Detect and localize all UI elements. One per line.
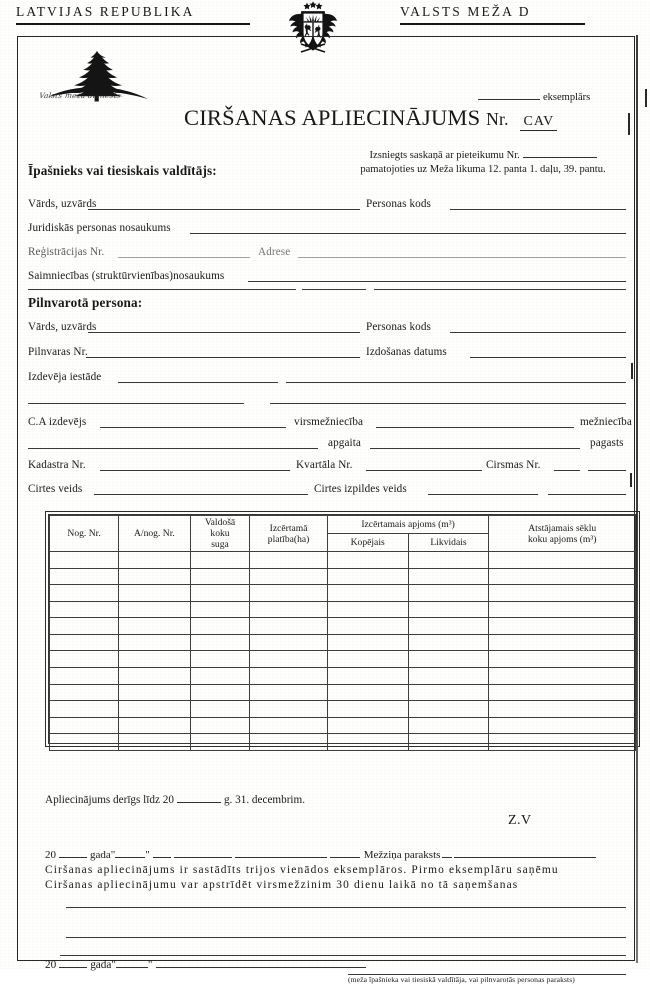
- table-cell-seklu[interactable]: [489, 552, 636, 569]
- sig-month-blank-1[interactable]: [153, 849, 171, 858]
- table-cell-kopejais[interactable]: [327, 634, 408, 651]
- col-dominant-species-l1: Valdošā: [204, 517, 236, 528]
- issuing-authority-input-1[interactable]: [118, 382, 278, 383]
- parish-label: pagasts: [590, 437, 624, 449]
- table-cell-nog[interactable]: [50, 552, 119, 569]
- table-cell-likvidais[interactable]: [408, 568, 489, 585]
- masthead-right-title: [400, 4, 531, 20]
- sig-misc-blank-2[interactable]: [330, 849, 360, 858]
- col-cutting-area-l2: platība(ha): [267, 533, 310, 545]
- sig-dash: [442, 849, 452, 858]
- col-seed-trees-l2: koku apjoms (m³): [528, 533, 597, 545]
- table-cell-nog[interactable]: [50, 701, 119, 718]
- copy-number-label: eksemplārs: [543, 92, 591, 103]
- table-cell-kopejais[interactable]: [327, 701, 408, 718]
- table-cell-likvidais[interactable]: [408, 668, 489, 685]
- table-cell-seklu[interactable]: [489, 668, 636, 685]
- forest-service-logo: [40, 49, 160, 111]
- forester-signature-blank[interactable]: [454, 849, 596, 858]
- table-row[interactable]: [50, 684, 636, 701]
- table-cell-kopejais[interactable]: [327, 585, 408, 602]
- felling-type-label: Cirtes veids: [28, 483, 83, 495]
- table-cell-seklu[interactable]: [489, 734, 636, 751]
- cadastral-nr-input[interactable]: [100, 470, 290, 471]
- issuer-label: C.A izdevējs: [28, 416, 87, 428]
- authorized-name-label: Vārds, uzvārds: [28, 321, 97, 333]
- declaration-block: [45, 863, 645, 892]
- table-cell-seklu[interactable]: [489, 634, 636, 651]
- issuer-input[interactable]: [100, 427, 286, 428]
- felling-execution-type-input-2[interactable]: [548, 494, 626, 495]
- table-cell-kopejais[interactable]: [327, 618, 408, 635]
- owner-section-heading: Īpašnieks vai tiesiskais valdītājs:: [28, 163, 217, 178]
- issuance-note: [318, 149, 648, 177]
- registration-nr-label: Reģistrācijas Nr.: [28, 246, 105, 258]
- table-cell-seklu[interactable]: [489, 585, 636, 602]
- table-cell-likvidais[interactable]: [408, 634, 489, 651]
- seal-mark: Z.V: [508, 813, 532, 828]
- copy-number-field[interactable]: [478, 91, 590, 103]
- table-row[interactable]: [50, 734, 636, 751]
- table-cell-anog[interactable]: [119, 601, 190, 618]
- masthead-right-rule: [400, 23, 585, 25]
- table-row[interactable]: [50, 634, 636, 651]
- table-cell-suga[interactable]: [190, 552, 250, 569]
- signature-caption: (meža īpašnieka vai tiesiskā valdītāja, vai pilnvarotās personas paraksts): [348, 975, 575, 984]
- table-row[interactable]: [50, 601, 636, 618]
- masthead-left-text: LATVIJAS REPUBLIKA: [16, 4, 195, 19]
- legal-entity-name-label: Juridiskās personas nosaukums: [28, 222, 171, 234]
- table-cell-kopejais[interactable]: [327, 668, 408, 685]
- table-cell-anog[interactable]: [119, 634, 190, 651]
- table-cell-suga[interactable]: [190, 634, 250, 651]
- col-seed-trees-l1: Atstājamais sēklu: [528, 522, 597, 534]
- table-cell-seklu[interactable]: [489, 701, 636, 718]
- table-cell-platiba[interactable]: [250, 552, 327, 569]
- owner-extra-line-mid[interactable]: [302, 289, 366, 290]
- table-cell-likvidais[interactable]: [408, 601, 489, 618]
- felling-table-inner-border: [48, 514, 637, 744]
- table-row[interactable]: [50, 668, 636, 685]
- table-cell-suga[interactable]: [190, 717, 250, 734]
- bottom-gada: gada: [90, 959, 112, 971]
- table-cell-platiba[interactable]: [250, 734, 327, 751]
- table-cell-platiba[interactable]: [250, 684, 327, 701]
- masthead-right-text: VALSTS MEŽA D: [400, 4, 531, 19]
- bottom-quote-open: ": [111, 959, 116, 971]
- table-cell-nog[interactable]: [50, 618, 119, 635]
- owner-extra-line-left[interactable]: [28, 289, 296, 290]
- bottom-signature-blank[interactable]: [156, 959, 366, 968]
- table-cell-platiba[interactable]: [250, 717, 327, 734]
- sig-quote-open: ": [110, 849, 116, 861]
- power-of-attorney-nr-input[interactable]: [86, 357, 360, 358]
- bottom-year-blank[interactable]: [59, 959, 87, 968]
- table-cell-nog[interactable]: [50, 585, 119, 602]
- felling-type-input[interactable]: [94, 494, 308, 495]
- table-cell-platiba[interactable]: [250, 668, 327, 685]
- table-cell-nog[interactable]: [50, 568, 119, 585]
- logo-caption: Valsts meža dienests: [38, 91, 122, 100]
- table-cell-nog[interactable]: [50, 651, 119, 668]
- cadastral-nr-label: Kadastra Nr.: [28, 459, 86, 471]
- beat-label: apgaita: [328, 437, 362, 449]
- issuing-authority-input-3[interactable]: [28, 403, 244, 404]
- table-cell-likvidais[interactable]: [408, 585, 489, 602]
- bottom-day-blank[interactable]: [116, 959, 148, 968]
- felling-execution-type-label: Cirtes izpildes veids: [314, 483, 407, 495]
- table-cell-seklu[interactable]: [489, 651, 636, 668]
- table-cell-kopejais[interactable]: [327, 734, 408, 751]
- recipient-line-1[interactable]: [66, 907, 626, 908]
- owner-name-input[interactable]: [88, 209, 360, 210]
- issuance-tick-top: [628, 113, 630, 135]
- page-title-nr-label: Nr.: [486, 109, 509, 129]
- table-cell-suga[interactable]: [190, 618, 250, 635]
- table-cell-kopejais[interactable]: [327, 601, 408, 618]
- table-cell-nog[interactable]: [50, 684, 119, 701]
- sig-month-blank-2[interactable]: [174, 849, 232, 858]
- table-cell-likvidais[interactable]: [408, 684, 489, 701]
- quarter-nr-label: Kvartāla Nr.: [296, 459, 353, 471]
- validity-statement: [45, 794, 305, 806]
- table-cell-kopejais[interactable]: [327, 717, 408, 734]
- table-cell-likvidais[interactable]: [408, 734, 489, 751]
- table-cell-kopejais[interactable]: [327, 684, 408, 701]
- table-cell-seklu[interactable]: [489, 601, 636, 618]
- col-dominant-species-l2: koku: [210, 528, 230, 539]
- col-cutting-area-l1: Izcērtamā: [269, 522, 308, 534]
- legal-entity-name-input[interactable]: [190, 233, 626, 234]
- table-cell-seklu[interactable]: [489, 717, 636, 734]
- table-cell-likvidais[interactable]: [408, 552, 489, 569]
- owner-name-label: Vārds, uzvārds: [28, 198, 97, 210]
- felling-execution-type-input-1[interactable]: [428, 494, 538, 495]
- authorized-personal-code-input[interactable]: [450, 332, 626, 333]
- beat-input-left[interactable]: [28, 448, 318, 449]
- table-cell-suga[interactable]: [190, 701, 250, 718]
- felling-table-head: [50, 516, 636, 552]
- issuance-line-1-text: Izsniegts saskaņā ar pieteikumu Nr.: [369, 150, 520, 161]
- application-nr-blank[interactable]: [523, 149, 597, 158]
- table-row[interactable]: [50, 568, 636, 585]
- certificate-code: CAV: [520, 114, 557, 131]
- table-cell-kopejais[interactable]: [327, 552, 408, 569]
- document-frame: [17, 36, 635, 984]
- validity-suffix: g. 31. decembrim.: [223, 794, 306, 806]
- table-cell-nog[interactable]: [50, 668, 119, 685]
- table-cell-seklu[interactable]: [489, 618, 636, 635]
- owner-personal-code-input[interactable]: [450, 209, 626, 210]
- copy-number-blank[interactable]: [478, 91, 540, 100]
- felling-table-body[interactable]: [50, 552, 636, 751]
- issuance-line-2: pamatojoties uz Meža likuma 12. panta 1. daļu, 39. pantu.: [360, 164, 606, 175]
- quarter-nr-input[interactable]: [366, 470, 482, 471]
- address-input[interactable]: [298, 257, 626, 258]
- table-cell-platiba[interactable]: [250, 701, 327, 718]
- table-cell-platiba[interactable]: [250, 601, 327, 618]
- table-cell-platiba[interactable]: [250, 634, 327, 651]
- col-anog-nr: A/nog. Nr.: [119, 516, 190, 552]
- table-cell-anog[interactable]: [119, 651, 190, 668]
- holding-name-input[interactable]: [248, 281, 626, 282]
- owner-extra-line-right[interactable]: [374, 289, 626, 290]
- table-cell-kopejais[interactable]: [327, 651, 408, 668]
- forester-signature-row: [45, 849, 596, 861]
- felling-area-nr-input-1[interactable]: [554, 470, 580, 471]
- recipient-line-3[interactable]: [60, 955, 626, 956]
- address-label: Adrese: [258, 246, 291, 258]
- forest-district-input[interactable]: [376, 427, 574, 428]
- table-row[interactable]: [50, 552, 636, 569]
- table-cell-anog[interactable]: [119, 684, 190, 701]
- table-cell-likvidais[interactable]: [408, 717, 489, 734]
- table-cell-suga[interactable]: [190, 601, 250, 618]
- col-merchantable-volume: Likvidais: [408, 534, 489, 552]
- issue-date-label: Izdošanas datums: [366, 346, 447, 358]
- issuance-line-1: [318, 149, 648, 163]
- recipient-line-2[interactable]: [66, 937, 626, 938]
- col-seed-trees: [489, 516, 636, 552]
- forest-district-label: virsmežniecība: [294, 416, 364, 428]
- felling-table-header-row-1: [50, 516, 636, 534]
- table-cell-likvidais[interactable]: [408, 618, 489, 635]
- sig-day-blank[interactable]: [115, 849, 145, 858]
- felling-area-nr-label: Cirsmas Nr.: [486, 459, 541, 471]
- declaration-line-1: Ciršanas apliecinājums ir sastādīts trijos vienādos eksemplāros. Pirmo eksemplāru saņēmu: [45, 864, 559, 876]
- table-cell-nog[interactable]: [50, 601, 119, 618]
- table-row[interactable]: [50, 585, 636, 602]
- sig-gada: gada: [90, 849, 111, 861]
- table-cell-anog[interactable]: [119, 618, 190, 635]
- table-cell-suga[interactable]: [190, 568, 250, 585]
- table-cell-suga[interactable]: [190, 734, 250, 751]
- masthead-left-title: [16, 4, 194, 20]
- table-cell-suga[interactable]: [190, 651, 250, 668]
- table-cell-nog[interactable]: [50, 634, 119, 651]
- issuing-authority-label: Izdevēja iestāde: [28, 371, 102, 383]
- issuing-authority-input-4[interactable]: [270, 403, 626, 404]
- table-cell-anog[interactable]: [119, 568, 190, 585]
- felling-table-grid: [49, 515, 636, 751]
- felling-area-nr-input-2[interactable]: [588, 470, 626, 471]
- owner-personal-code-label: Personas kods: [366, 198, 432, 210]
- forester-signature-label: Mežziņa paraksts: [363, 849, 441, 861]
- forestry-label: mežniecība: [580, 416, 632, 428]
- felling-table: [45, 511, 640, 747]
- bottom-date-prefix: 20: [45, 959, 57, 971]
- authorized-personal-code-label: Personas kods: [366, 321, 432, 333]
- validity-prefix: Apliecinājums derīgs līdz 20: [45, 794, 174, 806]
- authorized-section-heading: Pilnvarotā persona:: [28, 295, 143, 310]
- power-of-attorney-nr-label: Pilnvaras Nr.: [28, 346, 88, 358]
- validity-year-blank[interactable]: [177, 794, 221, 803]
- table-cell-platiba[interactable]: [250, 618, 327, 635]
- table-cell-anog[interactable]: [119, 552, 190, 569]
- table-cell-suga[interactable]: [190, 684, 250, 701]
- col-cutting-area: [250, 516, 327, 552]
- bottom-date-row: [45, 959, 366, 971]
- holding-name-label: Saimniecības (struktūrvienības)nosaukums: [28, 270, 225, 282]
- table-cell-anog[interactable]: [119, 717, 190, 734]
- table-cell-nog[interactable]: [50, 717, 119, 734]
- table-cell-nog[interactable]: [50, 734, 119, 751]
- table-cell-suga[interactable]: [190, 668, 250, 685]
- col-dominant-species-l3: suga: [211, 539, 229, 550]
- table-row[interactable]: [50, 717, 636, 734]
- copy-number-tick: [645, 89, 647, 107]
- col-cutting-volume-group: Izcērtamais apjoms (m³): [327, 516, 489, 534]
- sig-quote-close: ": [145, 849, 150, 861]
- table-cell-likvidais[interactable]: [408, 651, 489, 668]
- col-dominant-species: [190, 516, 250, 552]
- table-row[interactable]: [50, 618, 636, 635]
- sig-year-blank[interactable]: [59, 849, 87, 858]
- page-title: [184, 105, 557, 131]
- table-cell-kopejais[interactable]: [327, 568, 408, 585]
- issuing-authority-input-2[interactable]: [286, 382, 626, 383]
- masthead-left-rule: [16, 23, 250, 25]
- table-row[interactable]: [50, 651, 636, 668]
- side-tick-mid: [631, 363, 633, 379]
- table-cell-anog[interactable]: [119, 668, 190, 685]
- beat-input-right[interactable]: [370, 448, 580, 449]
- table-cell-likvidais[interactable]: [408, 701, 489, 718]
- issue-date-input[interactable]: [470, 357, 626, 358]
- table-cell-suga[interactable]: [190, 585, 250, 602]
- table-cell-anog[interactable]: [119, 585, 190, 602]
- table-row[interactable]: [50, 701, 636, 718]
- table-cell-platiba[interactable]: [250, 585, 327, 602]
- sig-misc-blank-1[interactable]: [235, 849, 327, 858]
- table-cell-seklu[interactable]: [489, 568, 636, 585]
- table-cell-platiba[interactable]: [250, 651, 327, 668]
- page-title-text: CIRŠANAS APLIECINĀJUMS: [184, 105, 481, 130]
- declaration-line-2: Ciršanas apliecinājumu var apstrīdēt virsmežzinim 30 dienu laikā no tā saņemšanas: [45, 878, 519, 891]
- bottom-quote-close: ": [147, 959, 153, 971]
- table-cell-anog[interactable]: [119, 701, 190, 718]
- authorized-name-input[interactable]: [88, 332, 360, 333]
- sig-year-prefix: 20: [45, 849, 56, 861]
- side-tick-low: [630, 473, 632, 487]
- col-nog-nr: Nog. Nr.: [50, 516, 119, 552]
- registration-nr-input[interactable]: [118, 257, 250, 258]
- table-cell-anog[interactable]: [119, 734, 190, 751]
- col-total-volume: Kopējais: [327, 534, 408, 552]
- table-cell-seklu[interactable]: [489, 684, 636, 701]
- table-cell-platiba[interactable]: [250, 568, 327, 585]
